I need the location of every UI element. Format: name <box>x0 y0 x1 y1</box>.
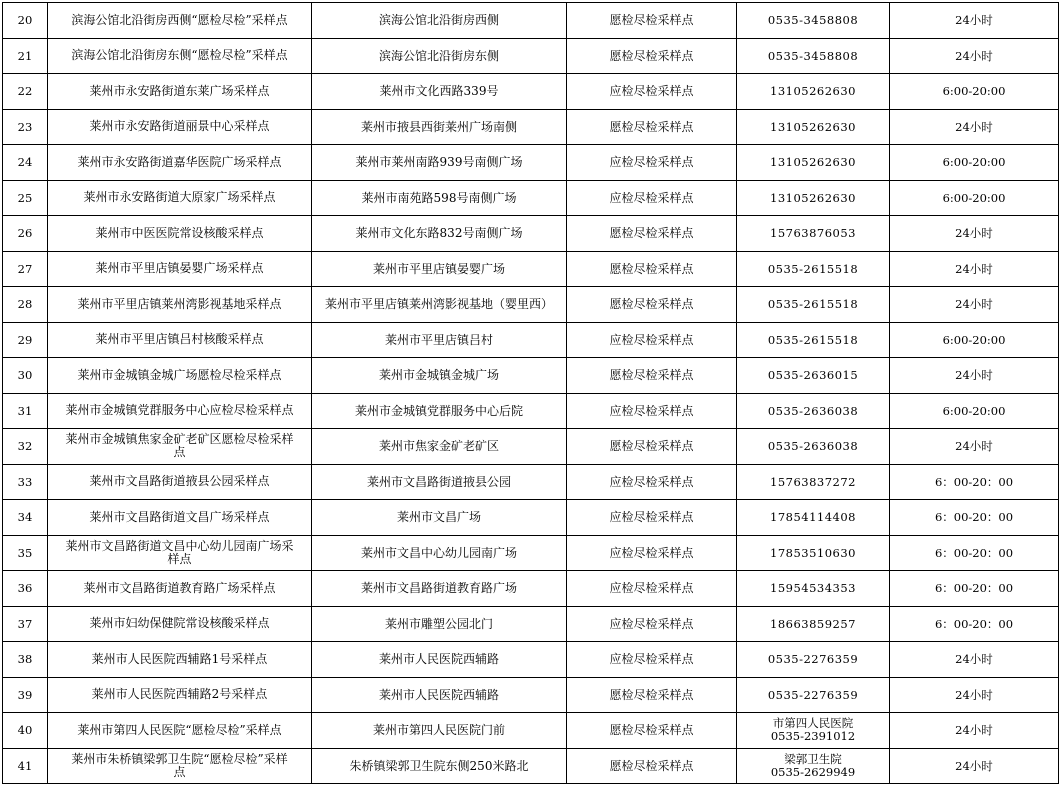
site-address: 莱州市文化西路339号 <box>312 74 567 110</box>
site-type: 愿检尽检采样点 <box>567 677 737 713</box>
row-number: 20 <box>3 3 48 39</box>
site-name: 莱州市永安路街道大原家广场采样点 <box>48 180 312 216</box>
site-address: 莱州市文昌中心幼儿园南广场 <box>312 535 567 571</box>
row-number: 29 <box>3 322 48 358</box>
site-type: 愿检尽检采样点 <box>567 287 737 323</box>
site-type: 应检尽检采样点 <box>567 322 737 358</box>
service-hours: 6:00-20:00 <box>890 180 1059 216</box>
service-hours: 24小时 <box>890 3 1059 39</box>
contact-phone: 15954534353 <box>737 571 890 607</box>
row-number: 21 <box>3 38 48 74</box>
service-hours: 6:00-20:00 <box>890 145 1059 181</box>
site-name-line: 莱州市金城镇焦家金矿老矿区愿检尽检采样 <box>65 432 294 447</box>
table-row <box>3 3 1059 39</box>
table-row <box>3 109 1059 145</box>
site-type: 愿检尽检采样点 <box>567 429 737 465</box>
table-row <box>3 322 1059 358</box>
site-name <box>48 535 312 571</box>
table-row <box>3 180 1059 216</box>
service-hours: 24小时 <box>890 642 1059 678</box>
site-name-line: 样点 <box>167 551 192 566</box>
service-hours: 6：00-20：00 <box>890 606 1059 642</box>
contact-phone: 17853510630 <box>737 535 890 571</box>
table-row <box>3 358 1059 394</box>
site-address: 朱桥镇梁郭卫生院东侧250米路北 <box>312 748 567 784</box>
row-number: 38 <box>3 642 48 678</box>
site-type: 应检尽检采样点 <box>567 393 737 429</box>
service-hours: 6:00-20:00 <box>890 393 1059 429</box>
site-name: 莱州市人民医院西辅路2号采样点 <box>48 677 312 713</box>
contact-phone: 13105262630 <box>737 74 890 110</box>
site-name: 莱州市永安路街道嘉华医院广场采样点 <box>48 145 312 181</box>
table-row <box>3 393 1059 429</box>
table-row <box>3 145 1059 181</box>
service-hours: 24小时 <box>890 251 1059 287</box>
site-name: 莱州市平里店镇晏婴广场采样点 <box>48 251 312 287</box>
site-name: 莱州市文昌路街道教育路广场采样点 <box>48 571 312 607</box>
row-number: 39 <box>3 677 48 713</box>
service-hours: 24小时 <box>890 216 1059 252</box>
service-hours: 6:00-20:00 <box>890 322 1059 358</box>
contact-phone: 0535-2615518 <box>737 322 890 358</box>
service-hours: 6：00-20：00 <box>890 464 1059 500</box>
contact-phone: 18663859257 <box>737 606 890 642</box>
contact-phone: 17854114408 <box>737 500 890 536</box>
site-address: 莱州市雕塑公园北门 <box>312 606 567 642</box>
site-address: 莱州市平里店镇吕村 <box>312 322 567 358</box>
row-number: 41 <box>3 748 48 784</box>
site-type: 愿检尽检采样点 <box>567 358 737 394</box>
site-address: 莱州市文昌广场 <box>312 500 567 536</box>
row-number: 22 <box>3 74 48 110</box>
service-hours: 6：00-20：00 <box>890 535 1059 571</box>
contact-phone: 13105262630 <box>737 109 890 145</box>
contact-phone-line: 市第四人民医院 <box>772 716 854 731</box>
site-name-line: 点 <box>173 445 186 460</box>
row-number: 33 <box>3 464 48 500</box>
table-row <box>3 287 1059 323</box>
site-name: 莱州市平里店镇吕村核酸采样点 <box>48 322 312 358</box>
row-number: 26 <box>3 216 48 252</box>
service-hours: 24小时 <box>890 109 1059 145</box>
table-row <box>3 642 1059 678</box>
row-number: 27 <box>3 251 48 287</box>
row-number: 36 <box>3 571 48 607</box>
table-row <box>3 429 1059 465</box>
site-name: 莱州市金城镇金城广场愿检尽检采样点 <box>48 358 312 394</box>
table-row <box>3 713 1059 749</box>
site-address: 莱州市人民医院西辅路 <box>312 642 567 678</box>
site-type: 愿检尽检采样点 <box>567 713 737 749</box>
contact-phone: 0535-2615518 <box>737 287 890 323</box>
contact-phone: 0535-2636038 <box>737 429 890 465</box>
table-row <box>3 216 1059 252</box>
row-number: 28 <box>3 287 48 323</box>
site-type: 应检尽检采样点 <box>567 74 737 110</box>
contact-phone: 0535-3458808 <box>737 3 890 39</box>
contact-phone: 0535-2636038 <box>737 393 890 429</box>
site-name: 莱州市中医医院常设核酸采样点 <box>48 216 312 252</box>
site-address: 莱州市人民医院西辅路 <box>312 677 567 713</box>
site-address: 莱州市第四人民医院门前 <box>312 713 567 749</box>
row-number: 23 <box>3 109 48 145</box>
site-name: 莱州市第四人民医院“愿检尽检”采样点 <box>48 713 312 749</box>
site-name: 莱州市平里店镇莱州湾影视基地采样点 <box>48 287 312 323</box>
service-hours: 24小时 <box>890 38 1059 74</box>
site-type: 应检尽检采样点 <box>567 571 737 607</box>
site-type: 应检尽检采样点 <box>567 145 737 181</box>
site-address: 莱州市金城镇党群服务中心后院 <box>312 393 567 429</box>
contact-phone: 0535-2636015 <box>737 358 890 394</box>
sampling-sites-table <box>2 2 1059 784</box>
row-number: 37 <box>3 606 48 642</box>
contact-phone-line: 0535-2391012 <box>770 729 856 744</box>
site-name-line: 莱州市朱桥镇梁郭卫生院“愿检尽检”采样 <box>71 751 288 766</box>
table-body <box>3 3 1059 784</box>
site-name: 莱州市永安路街道东莱广场采样点 <box>48 74 312 110</box>
table-row <box>3 251 1059 287</box>
site-name: 滨海公馆北沿街房西侧“愿检尽检”采样点 <box>48 3 312 39</box>
row-number: 32 <box>3 429 48 465</box>
service-hours: 6：00-20：00 <box>890 500 1059 536</box>
service-hours: 6:00-20:00 <box>890 74 1059 110</box>
site-name-line: 点 <box>173 764 186 779</box>
contact-phone <box>737 748 890 784</box>
site-name: 莱州市永安路街道丽景中心采样点 <box>48 109 312 145</box>
contact-phone: 13105262630 <box>737 180 890 216</box>
site-type: 愿检尽检采样点 <box>567 109 737 145</box>
table-row <box>3 535 1059 571</box>
site-name: 莱州市文昌路街道文昌广场采样点 <box>48 500 312 536</box>
site-name: 莱州市妇幼保健院常设核酸采样点 <box>48 606 312 642</box>
site-address: 莱州市莱州南路939号南侧广场 <box>312 145 567 181</box>
service-hours: 24小时 <box>890 713 1059 749</box>
site-name <box>48 748 312 784</box>
table-row <box>3 606 1059 642</box>
site-name-line: 莱州市文昌路街道文昌中心幼儿园南广场采 <box>65 538 294 553</box>
row-number: 40 <box>3 713 48 749</box>
site-address: 莱州市文昌路街道教育路广场 <box>312 571 567 607</box>
site-name: 滨海公馆北沿街房东侧“愿检尽检”采样点 <box>48 38 312 74</box>
site-name: 莱州市金城镇党群服务中心应检尽检采样点 <box>48 393 312 429</box>
site-address: 滨海公馆北沿街房东侧 <box>312 38 567 74</box>
contact-phone: 15763876053 <box>737 216 890 252</box>
site-name: 莱州市人民医院西辅路1号采样点 <box>48 642 312 678</box>
contact-phone: 0535-2276359 <box>737 677 890 713</box>
table-row <box>3 677 1059 713</box>
site-address: 莱州市文昌路街道掖县公园 <box>312 464 567 500</box>
service-hours: 24小时 <box>890 677 1059 713</box>
site-type: 愿检尽检采样点 <box>567 216 737 252</box>
row-number: 31 <box>3 393 48 429</box>
site-type: 愿检尽检采样点 <box>567 38 737 74</box>
row-number: 35 <box>3 535 48 571</box>
row-number: 25 <box>3 180 48 216</box>
site-address: 莱州市南苑路598号南侧广场 <box>312 180 567 216</box>
contact-phone-line: 梁郭卫生院 <box>784 751 842 766</box>
table-row <box>3 464 1059 500</box>
table-row <box>3 748 1059 784</box>
site-name <box>48 429 312 465</box>
table-row <box>3 74 1059 110</box>
contact-phone-line: 0535-2629949 <box>770 764 856 779</box>
row-number: 34 <box>3 500 48 536</box>
site-type: 愿检尽检采样点 <box>567 251 737 287</box>
site-address: 莱州市掖县西街莱州广场南侧 <box>312 109 567 145</box>
service-hours: 6：00-20：00 <box>890 571 1059 607</box>
site-type: 愿检尽检采样点 <box>567 3 737 39</box>
contact-phone: 0535-3458808 <box>737 38 890 74</box>
site-address: 莱州市文化东路832号南侧广场 <box>312 216 567 252</box>
contact-phone: 0535-2615518 <box>737 251 890 287</box>
site-address: 莱州市焦家金矿老矿区 <box>312 429 567 465</box>
site-type: 应检尽检采样点 <box>567 535 737 571</box>
table-row <box>3 38 1059 74</box>
contact-phone: 15763837272 <box>737 464 890 500</box>
site-address: 滨海公馆北沿街房西侧 <box>312 3 567 39</box>
contact-phone <box>737 713 890 749</box>
site-type: 应检尽检采样点 <box>567 606 737 642</box>
site-address: 莱州市平里店镇莱州湾影视基地（婴里西） <box>312 287 567 323</box>
contact-phone: 0535-2276359 <box>737 642 890 678</box>
service-hours: 24小时 <box>890 287 1059 323</box>
site-name: 莱州市文昌路街道掖县公园采样点 <box>48 464 312 500</box>
site-address: 莱州市平里店镇晏婴广场 <box>312 251 567 287</box>
service-hours: 24小时 <box>890 429 1059 465</box>
site-type: 应检尽检采样点 <box>567 180 737 216</box>
contact-phone: 13105262630 <box>737 145 890 181</box>
table-row <box>3 500 1059 536</box>
site-address: 莱州市金城镇金城广场 <box>312 358 567 394</box>
row-number: 24 <box>3 145 48 181</box>
service-hours: 24小时 <box>890 358 1059 394</box>
site-type: 应检尽检采样点 <box>567 642 737 678</box>
row-number: 30 <box>3 358 48 394</box>
service-hours: 24小时 <box>890 748 1059 784</box>
table-row <box>3 571 1059 607</box>
site-type: 应检尽检采样点 <box>567 500 737 536</box>
site-type: 愿检尽检采样点 <box>567 748 737 784</box>
site-type: 应检尽检采样点 <box>567 464 737 500</box>
